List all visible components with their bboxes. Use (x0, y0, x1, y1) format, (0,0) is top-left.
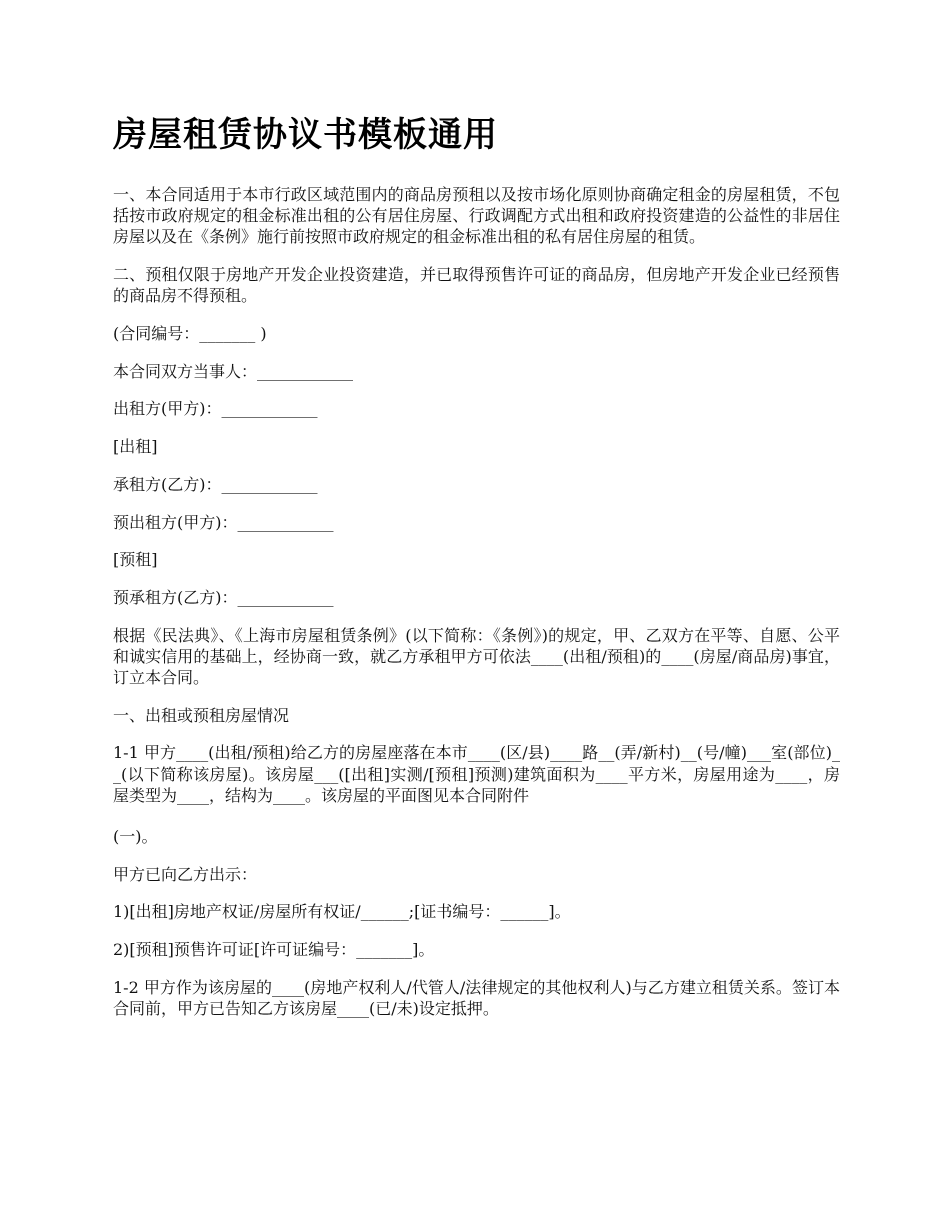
pre-lessee-line: 预承租方(乙方)：____________ (113, 587, 334, 607)
lessee-line: 承租方(乙方)：____________ (113, 474, 318, 494)
document-title: 房屋租赁协议书模板通用 (113, 115, 498, 155)
contract-number: (合同编号：_______ ) (113, 324, 267, 344)
paragraph-legal-basis: 根据《民法典》、《上海市房屋租赁条例》(以下简称：《条例》)的规定，甲、乙双方在平等、自愿、公平和诚实信用的基础上，经协商一致，就乙方承租甲方可依法____(出租/预租)的____(房屋/商品房)事宜，订立本合同。 (113, 625, 840, 688)
document-page (113, 108, 840, 1036)
clause-1-1-continuation: (一)。 (113, 827, 158, 847)
paragraph-scope: 一、本合同适用于本市行政区域范围内的商品房预租以及按市场化原则协商确定租金的房屋租赁，不包括按市政府规定的租金标准出租的公有居住房屋、行政调配方式出租和政府投资建造的公益性的非居住房屋以及在《条例》施行前按照市政府规定的租金标准出租的私有居住房屋的租赁。 (113, 185, 840, 247)
pre-lease-tag: [预租] (113, 550, 158, 570)
paragraph-pre-lease-limit: 二、预租仅限于房地产开发企业投资建造，并已取得预售许可证的商品房，但房地产开发企业已经预售的商品房不得预租。 (113, 265, 840, 306)
pre-lessor-line: 预出租方(甲方)：____________ (113, 512, 334, 532)
parties-line: 本合同双方当事人：____________ (113, 361, 354, 381)
shown-documents-intro: 甲方已向乙方出示： (113, 864, 258, 884)
lessor-line: 出租方(甲方)：____________ (113, 399, 318, 419)
section-heading-property: 一、出租或预租房屋情况 (113, 705, 290, 725)
clause-1-2: 1-2 甲方作为该房屋的____(房地产权利人/代管人/法律规定的其他权利人)与乙方建立租赁关系。签订本合同前，甲方已告知乙方该房屋____(已/未)设定抵押。 (113, 977, 840, 1019)
lease-tag: [出租] (113, 437, 158, 457)
shown-document-2: 2)[预租]预售许可证[许可证编号：_______]。 (113, 940, 435, 960)
shown-document-1: 1)[出租]房地产权证/房屋所有权证/______;[证书编号：______]。 (113, 902, 571, 922)
clause-1-1: 1-1 甲方____(出租/预租)给乙方的房屋座落在本市____(区/县)____路__(弄/新村)__(号/幢)___室(部位)__(以下简称该房屋)。该房屋___([出租]实测/[预租]预测)建筑面积为____平方米，房屋用途为____，房屋类型为____，结构为____。该房屋的平面图见本合同附件 (113, 743, 840, 805)
